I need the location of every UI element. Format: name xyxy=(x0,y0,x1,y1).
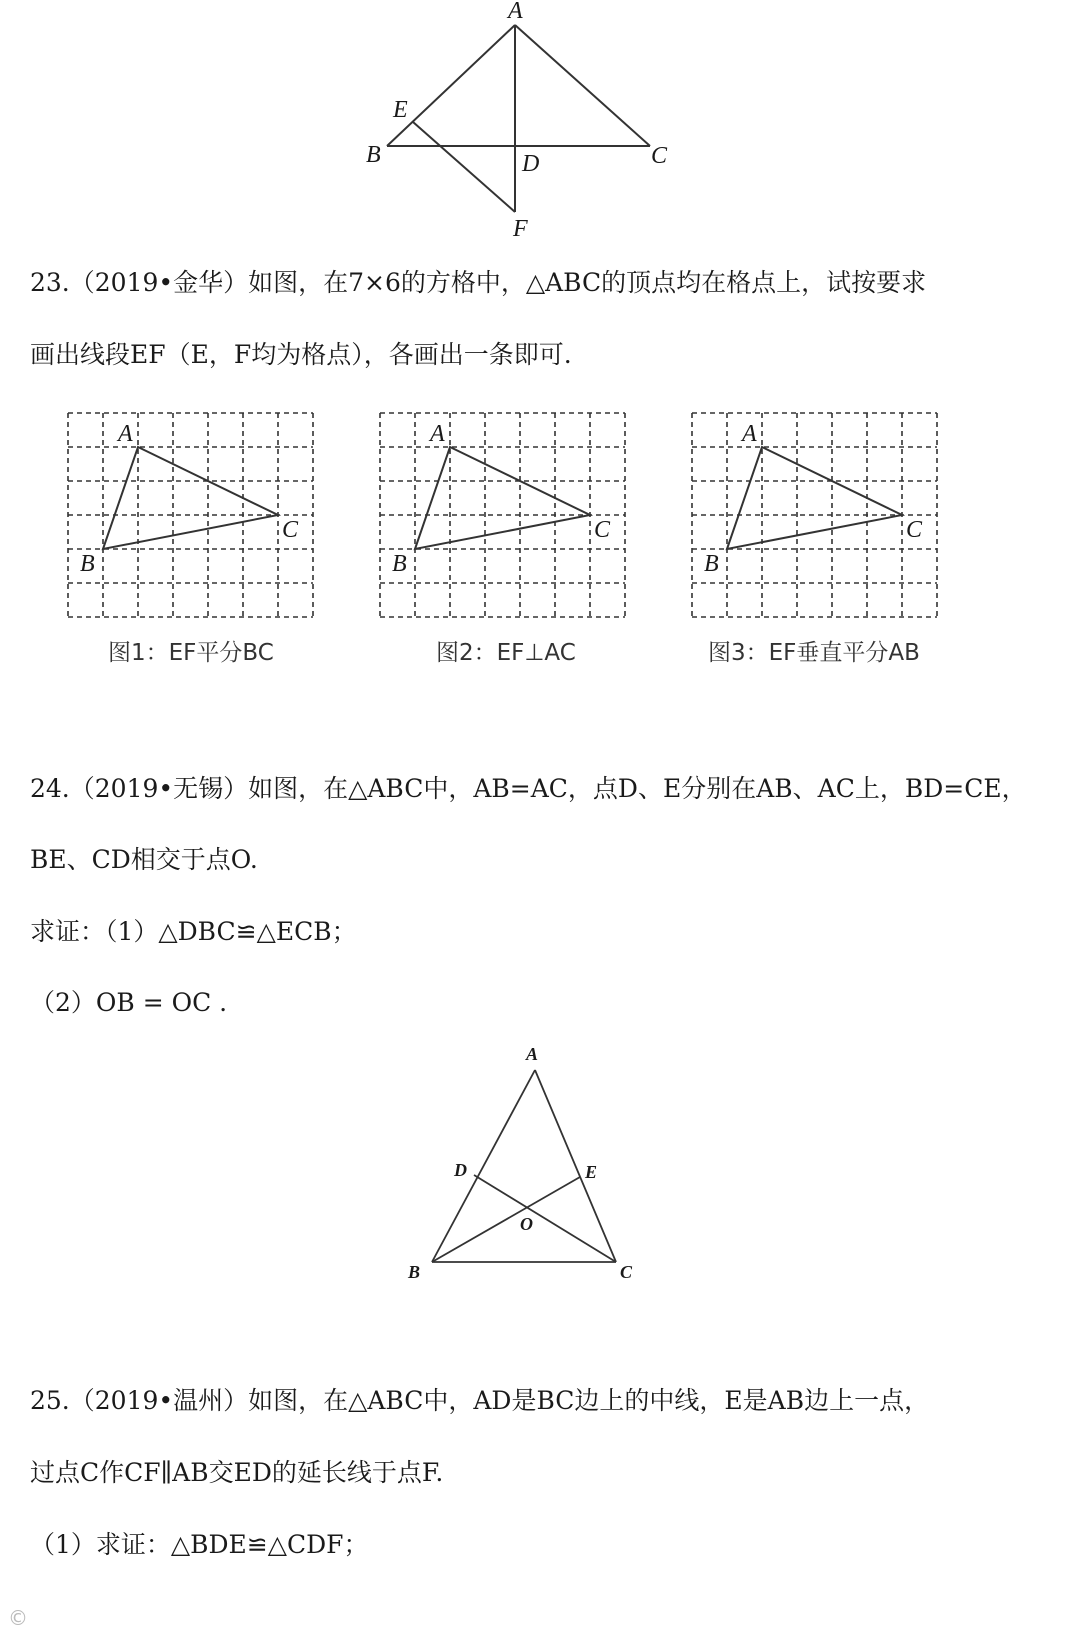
q24-label-O: O xyxy=(520,1214,533,1234)
label-E: E xyxy=(393,97,408,123)
q25-line3: （1）求证：△BDE≌△CDF； xyxy=(30,1530,369,1559)
label-C: C xyxy=(651,143,668,169)
grid1-label-A: A xyxy=(118,421,133,447)
grid2-label-C: C xyxy=(594,517,611,543)
q24-label-C: C xyxy=(620,1262,633,1282)
grid3-caption: 图3：EF垂直平分AB xyxy=(708,640,920,666)
grid3-label-C: C xyxy=(906,517,923,543)
label-D: D xyxy=(522,151,540,177)
q24-line1: 24.（2019•无锡）如图，在△ABC中，AB=AC，点D、E分别在AB、AC上，BD=CE， xyxy=(30,774,1027,803)
q23-line1: 23.（2019•金华）如图，在7×6的方格中，△ABC的顶点均在格点上，试按要求 xyxy=(30,268,927,297)
top-triangle-figure xyxy=(360,0,690,245)
label-F: F xyxy=(513,216,528,242)
grid3-label-B: B xyxy=(704,551,719,577)
q24-line4: （2）OB = OC . xyxy=(30,988,228,1017)
label-A: A xyxy=(508,0,523,24)
q24-label-A: A xyxy=(526,1044,539,1064)
grid2-label-B: B xyxy=(392,551,407,577)
grid-figure-3 xyxy=(684,405,954,630)
q24-label-E: E xyxy=(585,1162,598,1182)
q25-line1: 25.（2019•温州）如图，在△ABC中，AD是BC边上的中线，E是AB边上一点， xyxy=(30,1386,930,1415)
grid1-label-C: C xyxy=(282,517,299,543)
grid-figure-1 xyxy=(60,405,330,630)
q24-label-B: B xyxy=(408,1262,421,1282)
grid2-label-A: A xyxy=(430,421,445,447)
q24-label-D: D xyxy=(454,1160,467,1180)
q23-line2: 画出线段EF（E，F均为格点），各画出一条即可. xyxy=(30,340,572,369)
label-B: B xyxy=(366,142,381,168)
watermark-logo: © xyxy=(8,1606,28,1630)
q25-line2: 过点C作CF∥AB交ED的延长线于点F. xyxy=(30,1458,444,1487)
q24-line2: BE、CD相交于点O. xyxy=(30,845,258,874)
q24-figure xyxy=(400,1040,660,1300)
grid1-caption: 图1：EF平分BC xyxy=(108,640,274,666)
grid1-label-B: B xyxy=(80,551,95,577)
grid-figure-2 xyxy=(372,405,642,630)
q24-line3: 求证：（1）△DBC≌△ECB； xyxy=(30,917,357,946)
grid2-caption: 图2：EF⊥AC xyxy=(436,640,576,666)
grid3-label-A: A xyxy=(742,421,757,447)
